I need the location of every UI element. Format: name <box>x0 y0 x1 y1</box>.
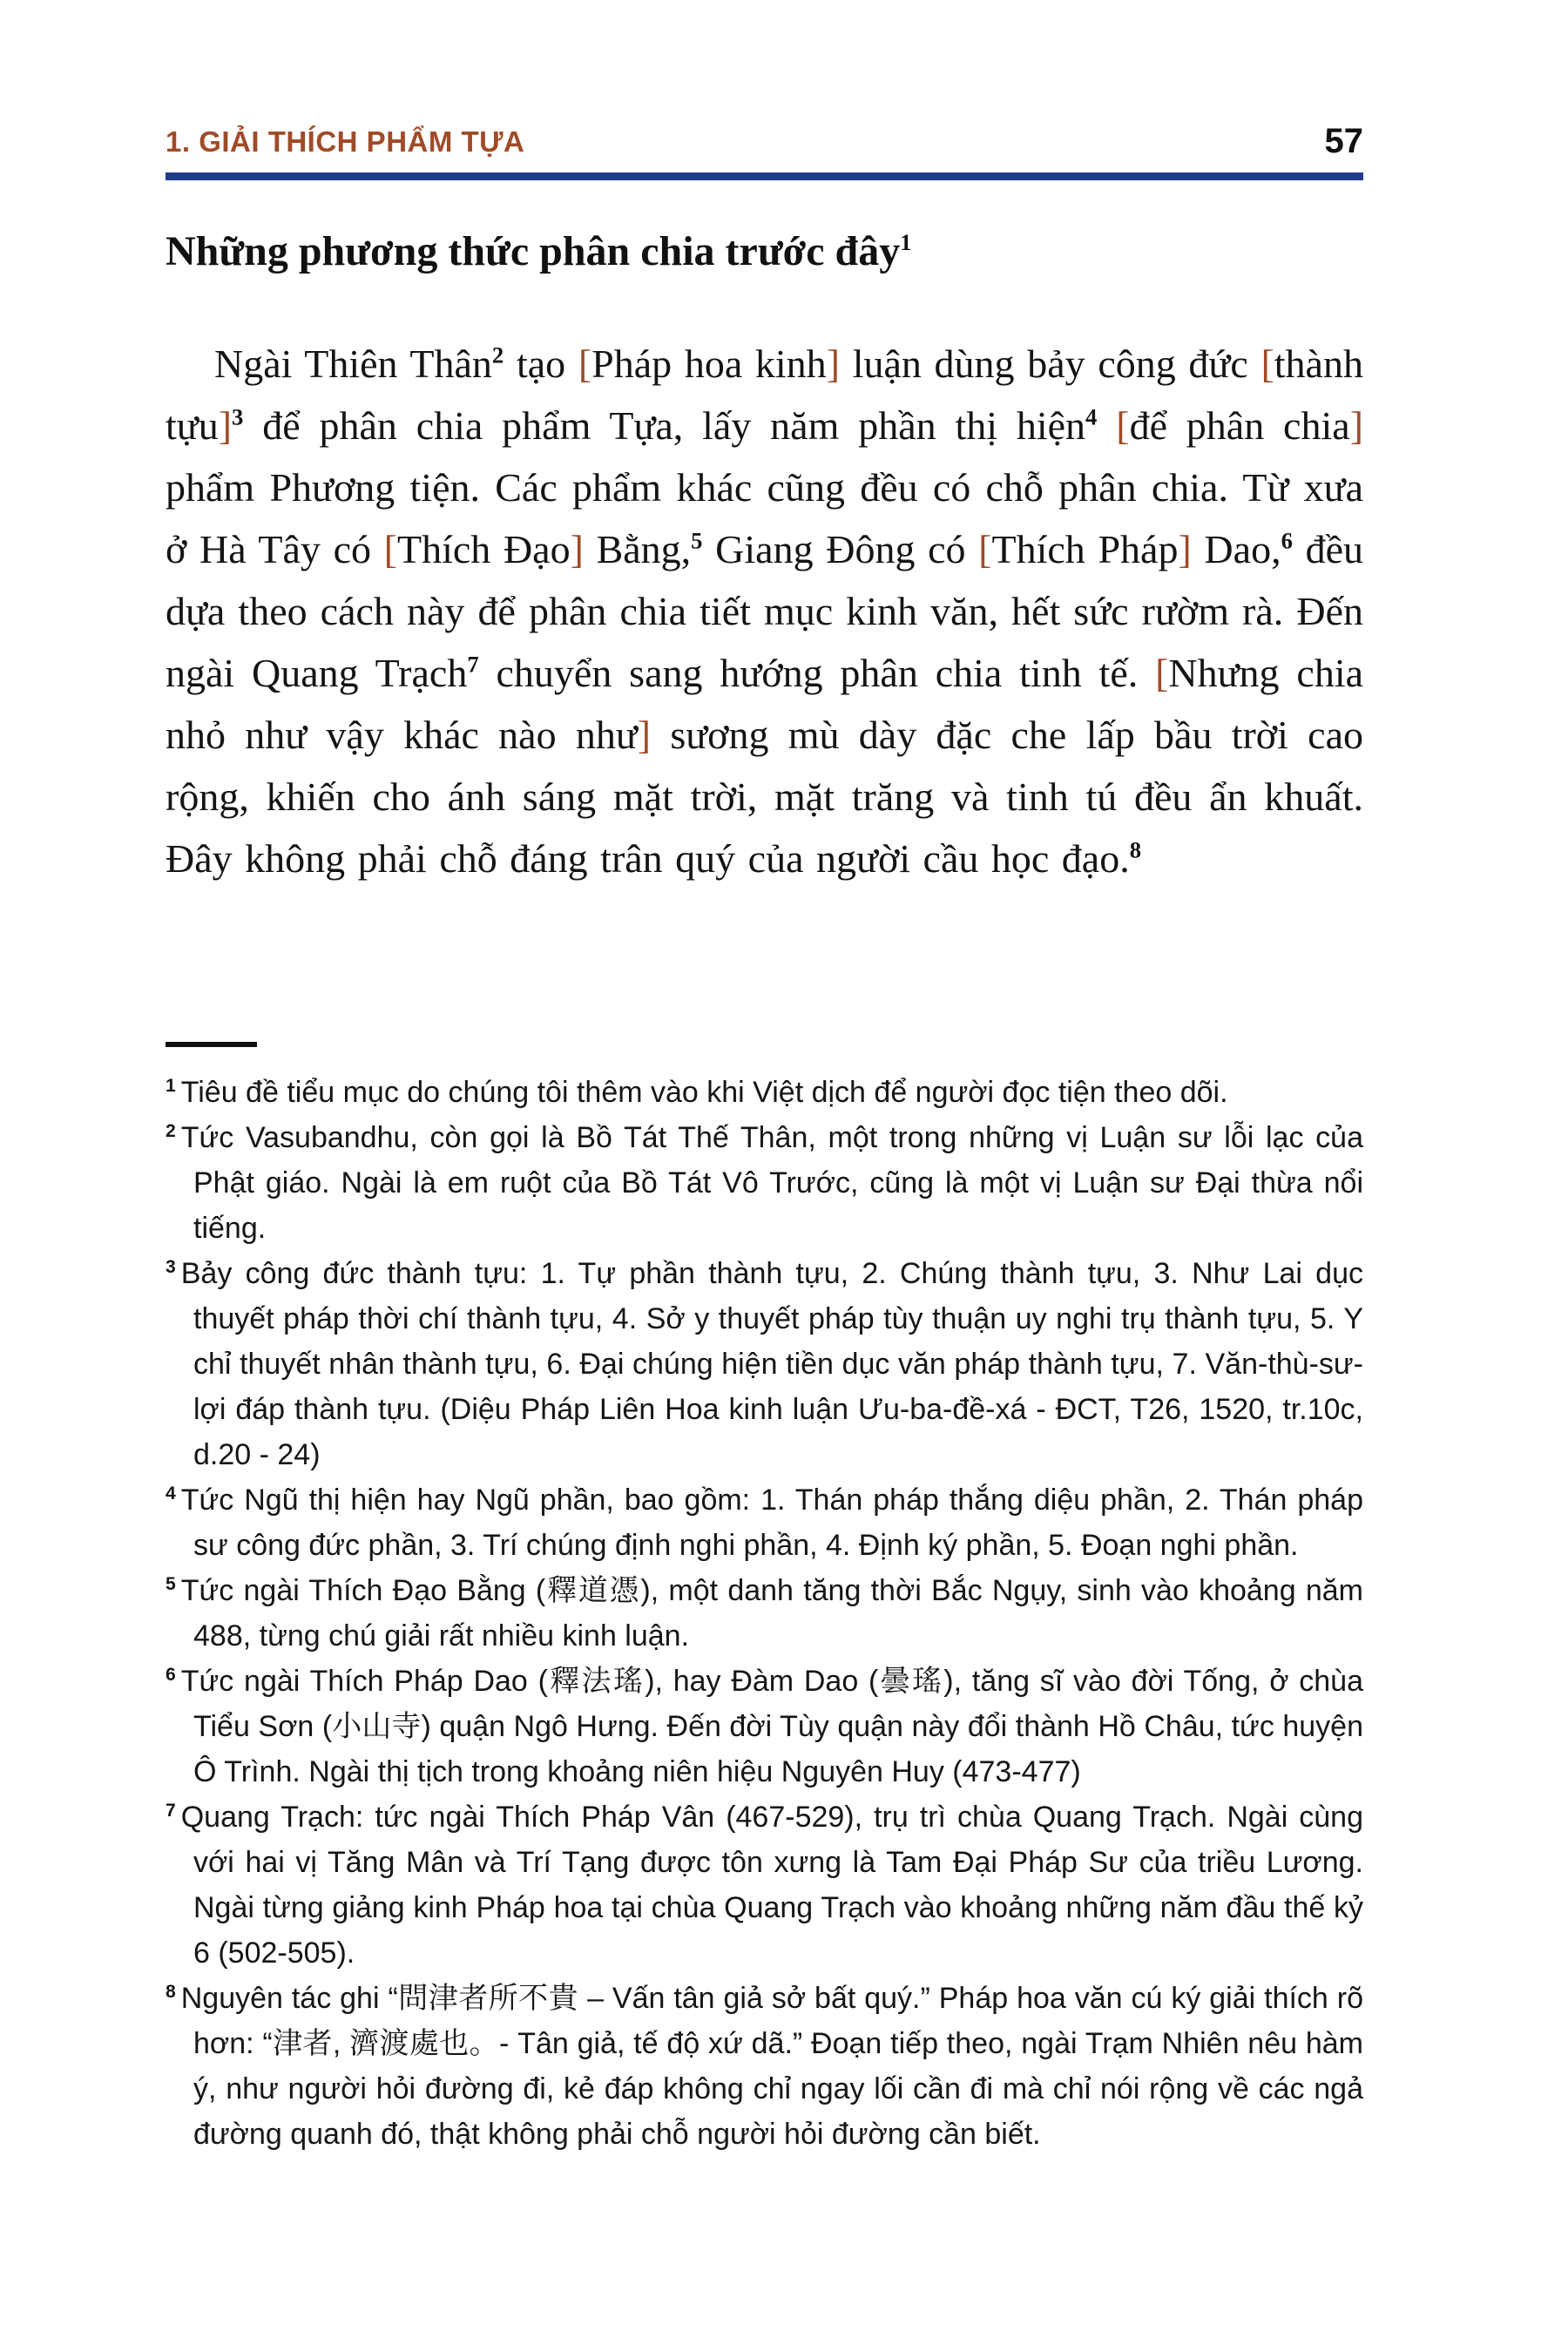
footnote-item <box>166 1794 1363 1976</box>
footnote-text: Quang Trạch: tức ngài Thích Pháp Vân (467-529), trụ trì chùa Quang Trạch. Ngài cùng với hai vị Tăng Mân và Trí Tạng được tôn xưng là Tam Đại Pháp Sư của triều Lương. Ngài từng giảng kinh Pháp hoa tại chùa Quang Trạch vào khoảng những năm đầu thế kỷ 6 (502-505). <box>180 1801 1363 1970</box>
footnote-ref: 8 <box>1129 836 1142 863</box>
footnote-text: Tức Ngũ thị hiện hay Ngũ phần, bao gồm: 1. Thán pháp thắng diệu phần, 2. Thán pháp sư công đức phần, 3. Trí chúng định nghi phần, 4. Định ký phần, 5. Đoạn nghi phần. <box>180 1484 1363 1562</box>
editorial-bracket: ] <box>1178 527 1192 571</box>
editorial-bracket: [ <box>383 527 397 571</box>
footnote-text: Tức ngài Thích Pháp Dao (釋法瑤), hay Đàm Dao (曇瑤), tăng sĩ vào đời Tống, ở chùa Tiểu Sơn (小山寺) quận Ngô Hưng. Đến đời Tùy quận này đổi thành Hồ Châu, tức huyện Ô Trình. Ngài thị tịch trong khoảng niên hiệu Nguyên Huy (473-477) <box>180 1665 1363 1788</box>
footnote-item <box>166 1976 1363 2157</box>
footnote-item <box>166 1659 1363 1794</box>
footnote-ref: 3 <box>232 403 244 430</box>
body-text-segment: Pháp hoa kinh <box>591 341 827 386</box>
editorial-bracket: ] <box>570 527 584 571</box>
footnote-number: 7 <box>166 1800 176 1821</box>
editorial-bracket: ] <box>637 713 652 757</box>
body-text-segment: Bằng, <box>583 527 692 571</box>
body-text-segment: Thích Pháp <box>991 527 1179 571</box>
footnote-number: 2 <box>166 1120 176 1141</box>
heading-footnote-ref: 1 <box>900 229 912 255</box>
section-heading <box>166 225 1363 279</box>
body-text-segment <box>1097 403 1116 448</box>
footnote-item <box>166 1251 1363 1477</box>
footnote-number: 1 <box>166 1075 176 1096</box>
footnote-number: 5 <box>166 1573 176 1594</box>
footnote-ref: 2 <box>491 341 504 368</box>
editorial-bracket: ] <box>1349 403 1364 448</box>
editorial-bracket: ] <box>218 403 233 448</box>
body-text-segment: Ngài Thiên Thân <box>214 341 492 386</box>
body-text-segment: Giang Đông có <box>702 527 979 571</box>
body-text-segment: để phân chia phẩm Tựa, lấy năm phần thị hiện <box>243 403 1086 448</box>
footnote-ref: 6 <box>1281 527 1293 554</box>
footnote-item <box>166 1070 1363 1115</box>
footnote-separator-line <box>166 1042 257 1047</box>
body-text-segment: thành tựu <box>166 341 1363 448</box>
body-text-segment: đều dựa theo cách này để phân chia tiết mục kinh văn, hết sức rườm rà. Đến ngài Quang Trạch <box>166 527 1363 695</box>
running-header: 1. GIẢI THÍCH PHẨM TỰA <box>166 125 525 158</box>
footnote-number: 6 <box>166 1664 176 1685</box>
footnotes-list <box>166 1070 1363 2157</box>
footnote-ref: 4 <box>1085 403 1098 430</box>
footnote-text: Tiêu đề tiểu mục do chúng tôi thêm vào khi Việt dịch để người đọc tiện theo dõi. <box>180 1076 1228 1109</box>
footnote-ref: 7 <box>467 651 479 678</box>
footnote-number: 4 <box>166 1483 176 1504</box>
body-paragraph <box>166 333 1363 889</box>
footnote-text: Bảy công đức thành tựu: 1. Tự phần thành tựu, 2. Chúng thành tựu, 3. Như Lai dục thuyết pháp thời chí thành tựu, 4. Sở y thuyết pháp tùy thuận uy nghi trụ thành tựu, 5. Y chỉ thuyết nhân thành tựu, 6. Đại chúng hiện tiền dục văn pháp thành tựu, 7. Văn-thù-sư-lợi đáp thành tựu. (Diệu Pháp Liên Hoa kinh luận Ưu-ba-đề-xá - ĐCT, T26, 1520, tr.10c, d.20 - 24) <box>180 1257 1363 1471</box>
body-text-segment: chuyển sang hướng phân chia tinh tế. <box>478 651 1156 695</box>
footnote-text: Tức ngài Thích Đạo Bằng (釋道憑), một danh tăng thời Bắc Ngụy, sinh vào khoảng năm 488, từng chú giải rất nhiều kinh luận. <box>180 1574 1363 1652</box>
editorial-bracket: [ <box>978 527 992 571</box>
body-text-segment: Dao, <box>1191 527 1281 571</box>
editorial-bracket: [ <box>578 341 592 386</box>
editorial-bracket: [ <box>1260 341 1274 386</box>
section-heading-text: Những phương thức phân chia trước đây <box>166 228 901 274</box>
editorial-bracket: [ <box>1116 403 1130 448</box>
body-text-segment: luận dùng bảy công đức <box>840 341 1261 386</box>
footnote-item <box>166 1568 1363 1659</box>
page-number: 57 <box>1324 122 1363 160</box>
footnote-text: Tức Vasubandhu, còn gọi là Bồ Tát Thế Thân, một trong những vị Luận sư lỗi lạc của Phật giáo. Ngài là em ruột của Bồ Tát Vô Trước, cũng là một vị Luận sư Đại thừa nổi tiếng. <box>180 1121 1363 1245</box>
body-text-segment: tạo <box>504 341 578 386</box>
body-text-segment: Thích Đạo <box>397 527 571 571</box>
footnote-number: 8 <box>166 1981 176 2002</box>
body-text-segment: sương mù dày đặc che lấp bầu trời cao rộng, khiến cho ánh sáng mặt trời, mặt trăng và tinh tú đều ẩn khuất. Đây không phải chỗ đáng trân quý của người cầu học đạo. <box>166 713 1363 881</box>
editorial-bracket: [ <box>1155 651 1169 695</box>
body-text-segment: phẩm Phương tiện. Các phẩm khác cũng đều có chỗ phân chia. Từ xưa ở Hà Tây có <box>166 465 1363 571</box>
footnote-number: 3 <box>166 1256 176 1277</box>
editorial-bracket: ] <box>826 341 841 386</box>
header-rule-line <box>166 172 1363 180</box>
body-text-segment: để phân chia <box>1129 403 1350 448</box>
footnote-item <box>166 1115 1363 1251</box>
footnote-item <box>166 1477 1363 1568</box>
footnote-text: Nguyên tác ghi “問津者所不貴 – Vấn tân giả sở bất quý.” Pháp hoa văn cú ký giải thích rõ hơn: “津者, 濟渡處也。- Tân giả, tế độ xứ dã.” Đoạn tiếp theo, ngài Trạm Nhiên nêu hàm ý, như người hỏi đường đi, kẻ đáp không chỉ ngay lối cần đi mà chỉ nói rộng về các ngả đường quanh đó, thật không phải chỗ người hỏi đường cần biết. <box>180 1982 1363 2151</box>
body-text-segment: Nhưng chia nhỏ như vậy khác nào như <box>166 651 1364 757</box>
footnote-ref: 5 <box>691 527 703 554</box>
